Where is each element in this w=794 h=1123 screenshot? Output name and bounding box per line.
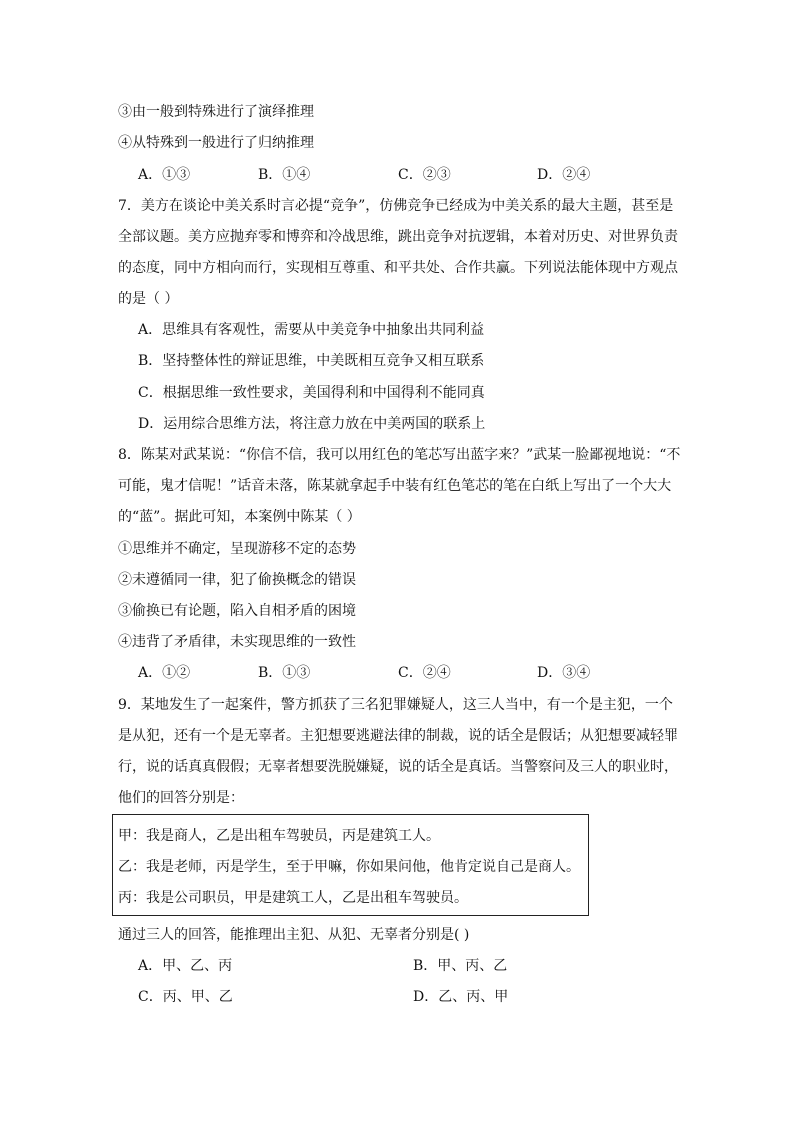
- q9-answer-jia: 甲：我是商人，乙是出租车驾驶员，丙是建筑工人。: [118, 828, 440, 844]
- q9-stem-line-3: 行，说的话真真假假；无辜者想要洗脱嫌疑，说的话全是真话。当警察问及三人的职业时，: [118, 759, 678, 775]
- q6-option-a: A．①③: [138, 167, 191, 183]
- q9-option-c: C．丙、甲、乙: [138, 989, 233, 1005]
- q7-option-d: D．运用综合思维方法，将注意力放在中美两国的联系上: [138, 416, 486, 432]
- q9-option-a: A．甲、乙、丙: [138, 958, 233, 974]
- q6-option-c: C．②③: [398, 167, 451, 183]
- q7-stem-line-3: 的态度，同中方相向而行，实现相互尊重、和平共处、合作共赢。下列说法能体现中方观点: [118, 260, 678, 276]
- q7-stem-line-2: 全部议题。美方应抛弃零和博弈和冷战思维，跳出竞争对抗逻辑，本着对历史、对世界负责: [118, 229, 678, 245]
- q6-option-d: D．②④: [537, 167, 591, 183]
- q7-stem-line-4: 的是（ ）: [118, 291, 179, 307]
- q8-statement-3: ③偷换已有论题，陷入自相矛盾的困境: [118, 603, 356, 619]
- q9-answer-yi: 乙：我是老师，丙是学生，至于甲嘛，你如果问他，他肯定说自己是商人。: [118, 859, 580, 875]
- q6-option-b: B．①④: [258, 167, 311, 183]
- q8-statement-1: ①思维并不确定，呈现游移不定的态势: [118, 541, 356, 557]
- q9-question: 通过三人的回答，能推理出主犯、从犯、无辜者分别是( ): [118, 927, 470, 943]
- q9-answer-bing: 丙：我是公司职员，甲是建筑工人，乙是出租车驾驶员。: [118, 890, 468, 906]
- q7-option-a: A．思维具有客观性，需要从中美竞争中抽象出共同利益: [138, 322, 485, 338]
- q7-stem-line-1: 7．美方在谈论中美关系时言必提“竞争”，仿佛竞争已经成为中美关系的最大主题，甚至是: [118, 198, 674, 214]
- q8-option-d: D．③④: [537, 665, 591, 681]
- q8-stem-line-1: 8．陈某对武某说：“你信不信，我可以用红色的笔芯写出蓝字来？”武某一脸鄙视地说：“不: [118, 447, 681, 463]
- q8-option-b: B．①③: [258, 665, 311, 681]
- q9-stem-line-1: 9．某地发生了一起案件，警方抓获了三名犯罪嫌疑人，这三人当中，有一个是主犯，一个: [118, 697, 673, 713]
- q8-stem-line-2: 可能，鬼才信呢！”话音未落，陈某就拿起手中装有红色笔芯的笔在白纸上写出了一个大大: [118, 478, 672, 494]
- q8-statement-2: ②未遵循同一律，犯了偷换概念的错误: [118, 572, 356, 588]
- q9-option-b: B．甲、丙、乙: [413, 958, 508, 974]
- q8-stem-line-3: 的“蓝”。据此可知，本案例中陈某（ ）: [118, 509, 361, 525]
- q9-stem-line-4: 他们的回答分别是：: [118, 790, 244, 806]
- q6-statement-4: ④从特殊到一般进行了归纳推理: [118, 135, 314, 151]
- q8-option-c: C．②④: [398, 665, 451, 681]
- q9-option-d: D．乙、丙、甲: [413, 989, 509, 1005]
- q8-option-a: A．①②: [138, 665, 191, 681]
- q7-option-c: C．根据思维一致性要求，美国得利和中国得利不能同真: [138, 385, 485, 401]
- q6-statement-3: ③由一般到特殊进行了演绎推理: [118, 104, 314, 120]
- q8-statement-4: ④违背了矛盾律，未实现思维的一致性: [118, 634, 356, 650]
- q9-stem-line-2: 是从犯，还有一个是无辜者。主犯想要逃避法律的制裁，说的话全是假话；从犯想要减轻罪: [118, 728, 678, 744]
- q7-option-b: B．坚持整体性的辩证思维，中美既相互竞争又相互联系: [138, 353, 485, 369]
